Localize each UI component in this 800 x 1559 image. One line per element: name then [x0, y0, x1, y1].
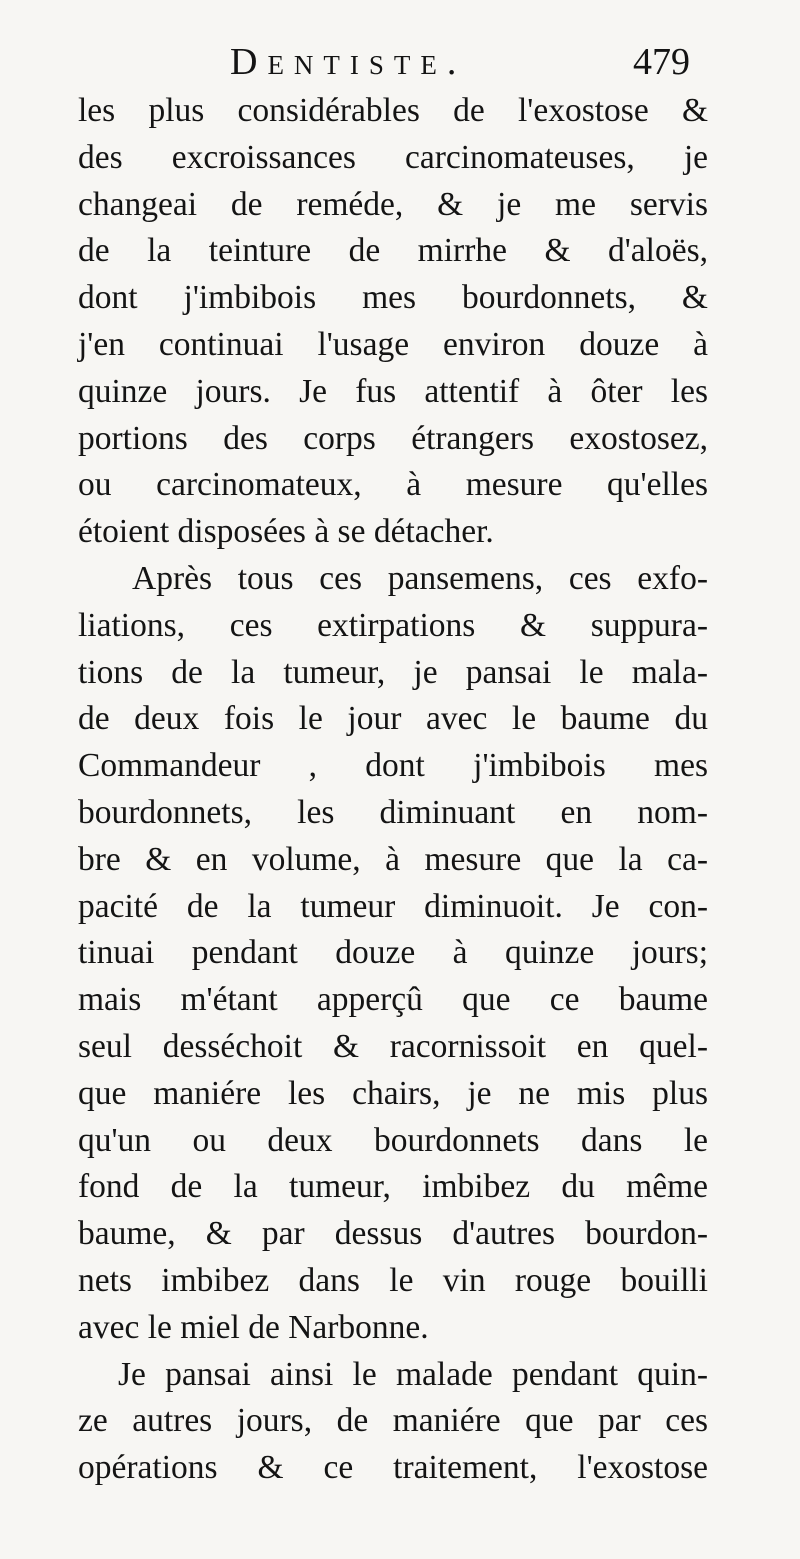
text-line: changeai de reméde, & je me servis [78, 185, 708, 223]
paragraph-1 [78, 88, 708, 556]
text-line: quinze jours. Je fus attentif à ôter les [78, 372, 708, 410]
paragraph-3 [78, 1352, 708, 1492]
text-line: fond de la tumeur, imbibez du même [78, 1168, 708, 1206]
text-line: des excroissances carcinomateuses, je [78, 138, 708, 176]
paragraph-2 [78, 556, 708, 1352]
text-line: liations, ces extirpations & suppura- [78, 606, 708, 644]
running-title: Dentiste. [230, 41, 467, 83]
text-line: baume, & par dessus d'autres bourdon- [78, 1215, 708, 1253]
text-line: avec le miel de Narbonne. [78, 1308, 429, 1346]
text-line: j'en continuai l'usage environ douze à [78, 325, 708, 363]
text-line: ze autres jours, de maniére que par ces [78, 1402, 708, 1440]
text-line: qu'un ou deux bourdonnets dans le [78, 1121, 708, 1159]
text-line: dont j'imbibois mes bourdonnets, & [78, 279, 708, 317]
text-line: de deux fois le jour avec le baume du [78, 700, 708, 738]
text-line: mais m'étant apperçû que ce baume [78, 981, 708, 1019]
text-line: tinuai pendant douze à quinze jours; [78, 934, 708, 972]
text-line: nets imbibez dans le vin rouge bouilli [78, 1261, 708, 1299]
text-line: Commandeur , dont j'imbibois mes [78, 747, 708, 785]
text-line: ou carcinomateux, à mesure qu'elles [78, 466, 708, 504]
body-text [78, 88, 708, 1492]
text-line: Après tous ces pansemens, ces exfo- [132, 559, 708, 597]
text-line: de la teinture de mirrhe & d'aloës, [78, 232, 708, 270]
text-line: étoient disposées à se détacher. [78, 513, 494, 551]
text-line: portions des corps étrangers exostosez, [78, 419, 708, 457]
page-number: 479 [633, 41, 690, 83]
text-line: les plus considérables de l'exostose & [78, 92, 708, 129]
text-line: que maniére les chairs, je ne mis plus [78, 1074, 708, 1112]
text-line: bourdonnets, les diminuant en nom- [78, 793, 708, 831]
text-line: bre & en volume, à mesure que la ca- [78, 840, 708, 878]
text-line: tions de la tumeur, je pansai le mala- [78, 653, 708, 691]
text-line: Je pansai ainsi le malade pendant quin- [118, 1355, 708, 1393]
text-line: pacité de la tumeur diminuoit. Je con- [78, 887, 708, 925]
text-line: seul desséchoit & racornissoit en quel- [78, 1027, 708, 1065]
text-line: opérations & ce traitement, l'exostose [78, 1449, 708, 1487]
page-header [230, 40, 690, 92]
